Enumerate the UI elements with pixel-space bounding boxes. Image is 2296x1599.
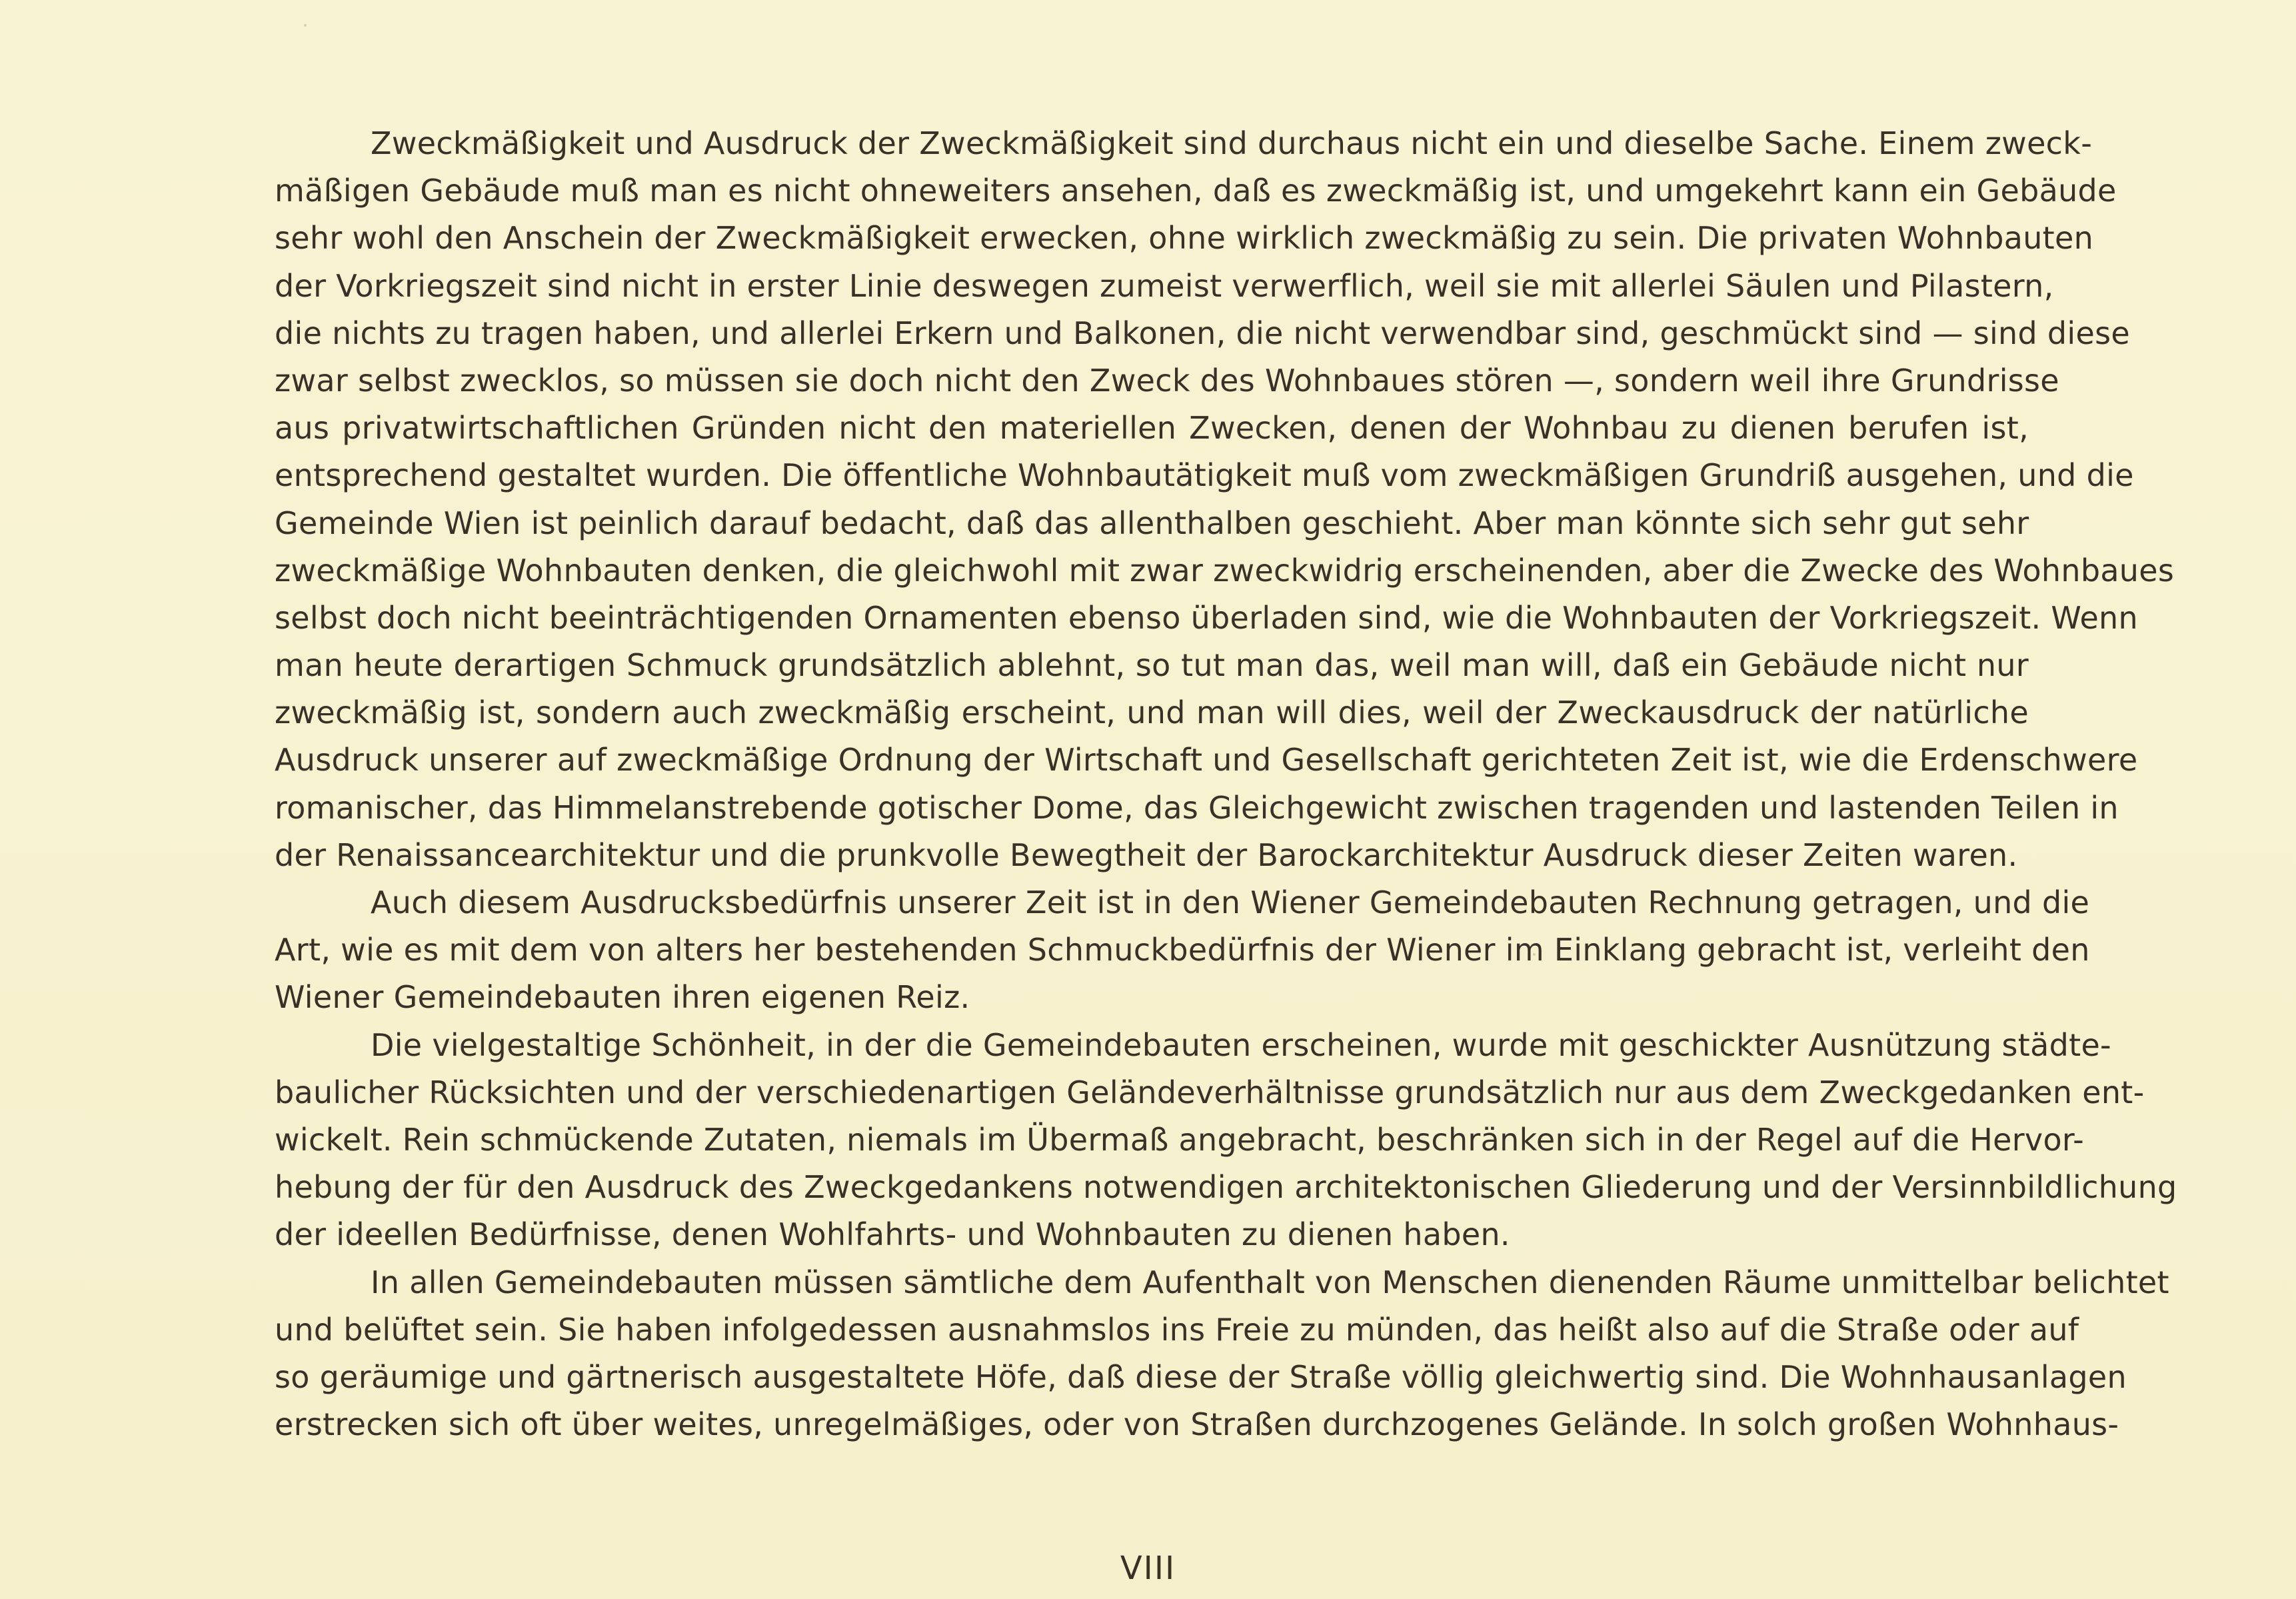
text-line: Auch diesem Ausdrucksbedürfnis unserer Zeit ist in den Wiener Gemeindebauten Rechnung getragen, und die bbox=[371, 884, 2090, 920]
text-line: sehr wohl den Anschein der Zweckmäßigkeit erwecken, ohne wirklich zweckmäßig zu sein. Die privaten Wohnbauten bbox=[275, 220, 2094, 257]
text-line: aus privatwirtschaftlichen Gründen nicht den materiellen Zwecken, denen der Wohnbau zu dienen berufen ist, bbox=[275, 410, 2029, 447]
text-line: der Renaissancearchitektur und die prunkvolle Bewegtheit der Barockarchitektur Ausdruck dieser Zeiten waren. bbox=[275, 836, 2018, 873]
text-line: entsprechend gestaltet wurden. Die öffentliche Wohnbautätigkeit muß vom zweckmäßigen Grundriß ausgehen, und die bbox=[275, 457, 2134, 494]
text-line: Die vielgestaltige Schönheit, in der die Gemeindebauten erscheinen, wurde mit geschickter Ausnützung städte- bbox=[371, 1026, 2111, 1063]
text-line: zwar selbst zwecklos, so müssen sie doch nicht den Zweck des Wohnbaues stören —, sondern weil ihre Grundrisse bbox=[275, 362, 2059, 399]
text-line: Wiener Gemeindebauten ihren eigenen Reiz. bbox=[275, 979, 970, 1016]
text-line: romanischer, das Himmelanstrebende gotischer Dome, das Gleichgewicht zwischen tragenden und lastenden Teilen in bbox=[275, 789, 2119, 826]
text-line: In allen Gemeindebauten müssen sämtliche dem Aufenthalt von Menschen dienenden Räume unmittelbar belichtet bbox=[371, 1264, 2169, 1300]
text-line: mäßigen Gebäude muß man es nicht ohneweiters ansehen, daß es zweckmäßig ist, und umgekehrt kann ein Gebäude bbox=[275, 173, 2117, 209]
text-line: Art, wie es mit dem von alters her bestehenden Schmuckbedürfnis der Wiener im Einklang gebracht ist, verleiht den bbox=[275, 932, 2090, 968]
text-line: der ideellen Bedürfnisse, denen Wohlfahrts- und Wohnbauten zu dienen haben. bbox=[275, 1216, 1510, 1253]
text-line: baulicher Rücksichten und der verschiedenartigen Geländeverhältnisse grundsätzlich nur aus dem Zweckgedanken ent- bbox=[275, 1074, 2145, 1110]
text-line: die nichts zu tragen haben, und allerlei Erkern und Balkonen, die nicht verwendbar sind, geschmückt sind — sind diese bbox=[275, 315, 2130, 351]
body-text bbox=[275, 120, 2177, 1448]
text-line: man heute derartigen Schmuck grundsätzlich ablehnt, so tut man das, weil man will, daß ein Gebäude nicht nur bbox=[275, 647, 2029, 684]
text-line: erstrecken sich oft über weites, unregelmäßiges, oder von Straßen durchzogenes Gelände. In solch großen Wohnhaus- bbox=[275, 1406, 2119, 1443]
text-line: zweckmäßige Wohnbauten denken, die gleichwohl mit zwar zweckwidrig erscheinenden, aber die Zwecke des Wohnbaues bbox=[275, 552, 2175, 589]
text-line: wickelt. Rein schmückende Zutaten, niemals im Übermaß angebracht, beschränken sich in der Regel auf die Hervor- bbox=[275, 1121, 2085, 1158]
text-line: Ausdruck unserer auf zweckmäßige Ordnung der Wirtschaft und Gesellschaft gerichteten Zeit ist, wie die Erdenschwere bbox=[275, 742, 2138, 779]
text-line: Zweckmäßigkeit und Ausdruck der Zweckmäßigkeit sind durchaus nicht ein und dieselbe Sache. Einem zweck- bbox=[371, 125, 2093, 161]
page-number: VIII bbox=[1120, 1550, 1176, 1587]
text-line: Gemeinde Wien ist peinlich darauf bedacht, daß das allenthalben geschieht. Aber man könnte sich sehr gut sehr bbox=[275, 505, 2029, 541]
text-line: selbst doch nicht beeinträchtigenden Ornamenten ebenso überladen sind, wie die Wohnbauten der Vorkriegszeit. Wenn bbox=[275, 599, 2138, 636]
text-line: und belüftet sein. Sie haben infolgedessen ausnahmslos ins Freie zu münden, das heißt also auf die Straße oder auf bbox=[275, 1311, 2079, 1348]
text-line: zweckmäßig ist, sondern auch zweckmäßig erscheint, und man will dies, weil der Zweckausdruck der natürliche bbox=[275, 695, 2029, 731]
text-line: so geräumige und gärtnerisch ausgestaltete Höfe, daß diese der Straße völlig gleichwertig sind. Die Wohnhausanlagen bbox=[275, 1358, 2127, 1395]
paper-speck bbox=[304, 24, 307, 27]
text-line: hebung der für den Ausdruck des Zweckgedankens notwendigen architektonischen Gliederung und der Versinnbildlichung bbox=[275, 1169, 2177, 1206]
text-line: der Vorkriegszeit sind nicht in erster Linie deswegen zumeist verwerflich, weil sie mit allerlei Säulen und Pilastern, bbox=[275, 267, 2054, 304]
